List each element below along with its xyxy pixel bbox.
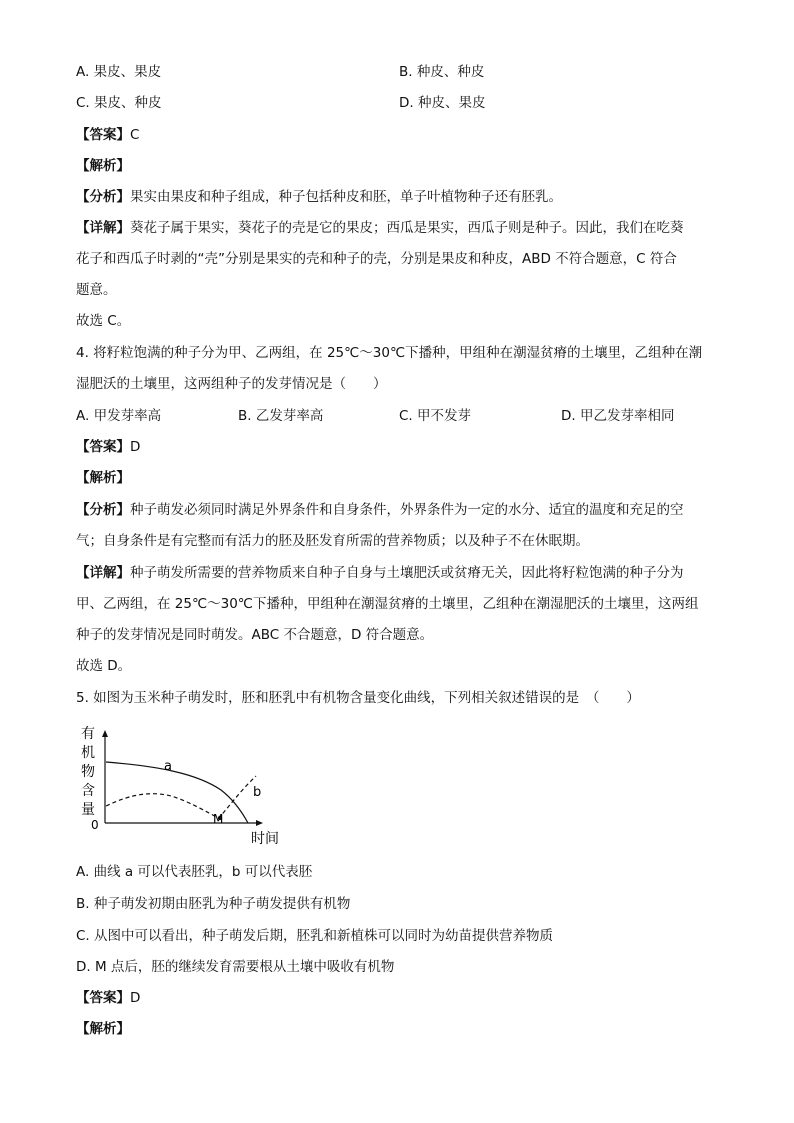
- q4-xiangjie-line1: 【详解】种子萌发所需要的营养物质来自种子自身与土壤肥沃或贫瘠无关，因此将籽粒饱满的种子分为: [76, 565, 684, 581]
- y-label-char-4: 含: [81, 783, 95, 799]
- point-m-label: M: [213, 812, 224, 826]
- curve-a: [106, 762, 248, 823]
- q4-xiangjie-line3: 种子的发芽情况是同时萌发。ABC 不合题意，D 符合题意。: [76, 627, 434, 643]
- q4-stem-line1: 4. 将籽粒饱满的种子分为甲、乙两组，在 25℃～30℃下播种，甲组种在潮湿贫瘠的土壤里，乙组种在潮: [76, 345, 703, 361]
- q4-option-d: D. 甲乙发芽率相同: [561, 408, 675, 424]
- q5-answer: 【答案】D: [76, 990, 141, 1006]
- q4-stem-line2: 湿肥沃的土壤里，这两组种子的发芽情况是（ ）: [76, 376, 387, 392]
- q3-option-c: C. 果皮、种皮: [76, 95, 162, 111]
- q4-option-b: B. 乙发芽率高: [238, 408, 324, 424]
- q4-answer: 【答案】D: [76, 439, 141, 455]
- x-axis-label: 时间: [251, 831, 279, 847]
- q5-stem: 5. 如图为玉米种子萌发时，胚和胚乳中有机物含量变化曲线，下列相关叙述错误的是 （ ）: [76, 690, 640, 706]
- y-label-char-3: 物: [81, 764, 95, 780]
- q4-xiangjie-line2: 甲、乙两组，在 25℃～30℃下播种，甲组种在潮湿贫瘠的土壤里，乙组种在潮湿肥沃的土壤里，这两组: [76, 596, 699, 612]
- q3-answer: 【答案】C: [76, 127, 140, 143]
- q4-analysis-heading: 【解析】: [76, 470, 130, 486]
- q4-fenxi-line2: 气；自身条件是有完整而有活力的胚及胚发育所需的营养物质；以及种子不在休眠期。: [76, 533, 589, 549]
- q3-option-a: A. 果皮、果皮: [76, 64, 162, 80]
- y-label-char-2: 机: [81, 745, 95, 761]
- y-axis-arrow: [102, 730, 108, 737]
- origin-label: 0: [91, 818, 99, 832]
- q4-option-c: C. 甲不发芽: [399, 408, 472, 424]
- x-axis-arrow: [256, 820, 263, 826]
- q3-analysis-heading: 【解析】: [76, 158, 130, 174]
- q5-option-d: D. M 点后，胚的继续发育需要根从土壤中吸收有机物: [76, 959, 395, 975]
- q3-xiangjie-line1: 【详解】葵花子属于果实，葵花子的壳是它的果皮；西瓜是果实，西瓜子则是种子。因此，我们在吃葵: [76, 220, 684, 236]
- q5-option-c: C. 从图中可以看出，种子萌发后期，胚乳和新植株可以同时为幼苗提供营养物质: [76, 928, 554, 944]
- y-label-char-5: 量: [81, 802, 95, 818]
- q3-fenxi: 【分析】果实由果皮和种子组成，种子包括种皮和胚，单子叶植物种子还有胚乳。: [76, 189, 562, 205]
- q5-option-b: B. 种子萌发初期由胚乳为种子萌发提供有机物: [76, 896, 351, 912]
- curve-a-label: a: [164, 759, 172, 774]
- q4-fenxi-line1: 【分析】种子萌发必须同时满足外界条件和自身条件，外界条件为一定的水分、适宜的温度和充足的空: [76, 502, 684, 518]
- curve-b-label: b: [253, 785, 262, 800]
- curve-b: [106, 776, 256, 818]
- q4-conclusion: 故选 D。: [76, 658, 132, 674]
- q5-figure: [76, 718, 306, 848]
- q5-option-a: A. 曲线 a 可以代表胚乳，b 可以代表胚: [76, 864, 313, 880]
- q3-option-d: D. 种皮、果皮: [399, 95, 486, 111]
- q3-conclusion: 故选 C。: [76, 313, 131, 329]
- q4-option-a: A. 甲发芽率高: [76, 408, 162, 424]
- q3-xiangjie-line2: 花子和西瓜子时剥的“壳”分别是果实的壳和种子的壳，分别是果皮和种皮，ABD 不符合题意，C 符合: [76, 251, 677, 267]
- q3-option-b: B. 种皮、种皮: [399, 64, 485, 80]
- q3-xiangjie-line3: 题意。: [76, 282, 117, 298]
- y-label-char-1: 有: [81, 726, 95, 742]
- q5-analysis-heading: 【解析】: [76, 1021, 130, 1037]
